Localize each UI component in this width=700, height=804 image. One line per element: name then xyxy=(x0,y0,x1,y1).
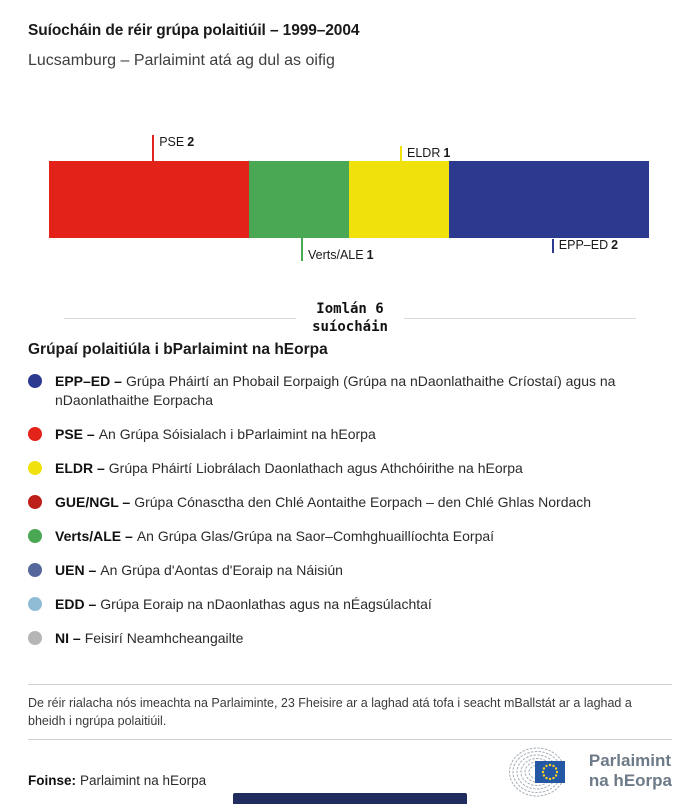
color-dot-icon xyxy=(28,597,42,611)
legend xyxy=(0,341,700,648)
group-name: ELDR xyxy=(407,146,441,160)
total-seats-label: Iomlán 6 suíocháin xyxy=(312,301,388,335)
bar-label-eldr xyxy=(400,146,450,161)
legend-item-pse xyxy=(28,425,672,444)
divider-line-right xyxy=(404,318,636,319)
seat-count: 2 xyxy=(187,135,195,149)
bottom-accent-bar xyxy=(233,793,467,804)
group-abbr: EDD – xyxy=(55,596,97,612)
color-dot-icon xyxy=(28,495,42,509)
legend-item-epp-ed xyxy=(28,372,672,410)
logo-wordmark: Parlaimint na hEorpa xyxy=(588,750,672,790)
legend-item-edd xyxy=(28,595,672,614)
seat-count: 1 xyxy=(443,146,451,160)
bar-callouts-top xyxy=(49,133,649,161)
group-abbr: ELDR – xyxy=(55,460,105,476)
bar-segment-pse xyxy=(49,161,249,238)
group-description: An Grúpa d'Aontas d'Eoraip na Náisiún xyxy=(100,562,343,578)
divider-line-left xyxy=(64,318,296,319)
color-dot-icon xyxy=(28,427,42,441)
legend-item-verts-ale xyxy=(28,527,672,546)
color-dot-icon xyxy=(28,461,42,475)
bar-segment-epp-ed xyxy=(449,161,649,238)
header xyxy=(0,0,700,70)
group-abbr: PSE – xyxy=(55,426,95,442)
color-dot-icon xyxy=(28,563,42,577)
seat-bar-chart xyxy=(49,133,649,266)
group-abbr: Verts/ALE – xyxy=(55,528,133,544)
color-dot-icon xyxy=(28,374,42,388)
european-parliament-logo xyxy=(509,744,672,798)
seat-count: 2 xyxy=(611,238,619,252)
group-abbr: NI – xyxy=(55,630,81,646)
seat-count: 1 xyxy=(366,248,374,262)
group-description: Grúpa Cónasctha den Chlé Aontaithe Eorpach – den Chlé Ghlas Nordach xyxy=(134,494,592,510)
page-title: Suíocháin de réir grúpa polaitiúil – 1999–2004 xyxy=(28,22,360,39)
group-description: Grúpa Pháirtí an Phobail Eorpaigh (Grúpa na nDaonlathaithe Críostaí) agus na nDaonlathaithe Eorpacha xyxy=(55,373,616,408)
total-seats-divider xyxy=(64,300,636,336)
color-dot-icon xyxy=(28,529,42,543)
source-value: Parlaimint na hEorpa xyxy=(80,773,207,788)
bar-segment-verts-ale xyxy=(249,161,349,238)
legend-title: Grúpaí polaitiúla i bParlaimint na hEorpa xyxy=(28,341,328,358)
bar-segment-eldr xyxy=(349,161,449,238)
bar-callouts-bottom xyxy=(49,238,649,266)
legend-list xyxy=(28,372,672,648)
group-abbr: UEN – xyxy=(55,562,97,578)
tick-line xyxy=(152,135,154,161)
group-name: PSE xyxy=(159,135,185,149)
source-label: Foinse: xyxy=(28,773,77,788)
page-subtitle: Lucsamburg – Parlaimint atá ag dul as oifig xyxy=(28,52,335,69)
group-name: Verts/ALE xyxy=(308,248,364,262)
tick-line xyxy=(301,238,303,261)
group-description: Feisirí Neamhcheangailte xyxy=(84,630,244,646)
group-abbr: GUE/NGL – xyxy=(55,494,131,510)
group-abbr: EPP–ED – xyxy=(55,373,122,389)
source-line xyxy=(28,773,206,788)
bar-label-verts-ale xyxy=(301,238,374,261)
legend-item-uen xyxy=(28,561,672,580)
group-description: Grúpa Pháirtí Liobrálach Daonlathach agus Athchóirithe na hEorpa xyxy=(108,460,523,476)
group-name: EPP–ED xyxy=(558,238,609,252)
hemicycle-eu-flag-icon xyxy=(509,744,579,798)
group-description: An Grúpa Glas/Grúpa na Saor–Comhghuaillíochta Eorpaí xyxy=(136,528,495,544)
footnote: De réir rialacha nós imeachta na Parlaiminte, 23 Fheisire ar a laghad atá tofa i seacht mBallstát ar a laghad a bheidh i ngrúpa polaitiúil. xyxy=(28,684,672,740)
group-description: Grúpa Eoraip na nDaonlathas agus na nÉagsúlachtaí xyxy=(100,596,432,612)
color-dot-icon xyxy=(28,631,42,645)
tick-line xyxy=(552,239,554,253)
bar-label-epp-ed xyxy=(552,238,618,253)
legend-item-eldr xyxy=(28,459,672,478)
legend-item-ni xyxy=(28,629,672,648)
tick-line xyxy=(400,146,402,161)
group-description: An Grúpa Sóisialach i bParlaimint na hEorpa xyxy=(98,426,376,442)
legend-item-gue-ngl xyxy=(28,493,672,512)
stacked-bar xyxy=(49,161,649,238)
bar-label-pse xyxy=(152,135,194,161)
